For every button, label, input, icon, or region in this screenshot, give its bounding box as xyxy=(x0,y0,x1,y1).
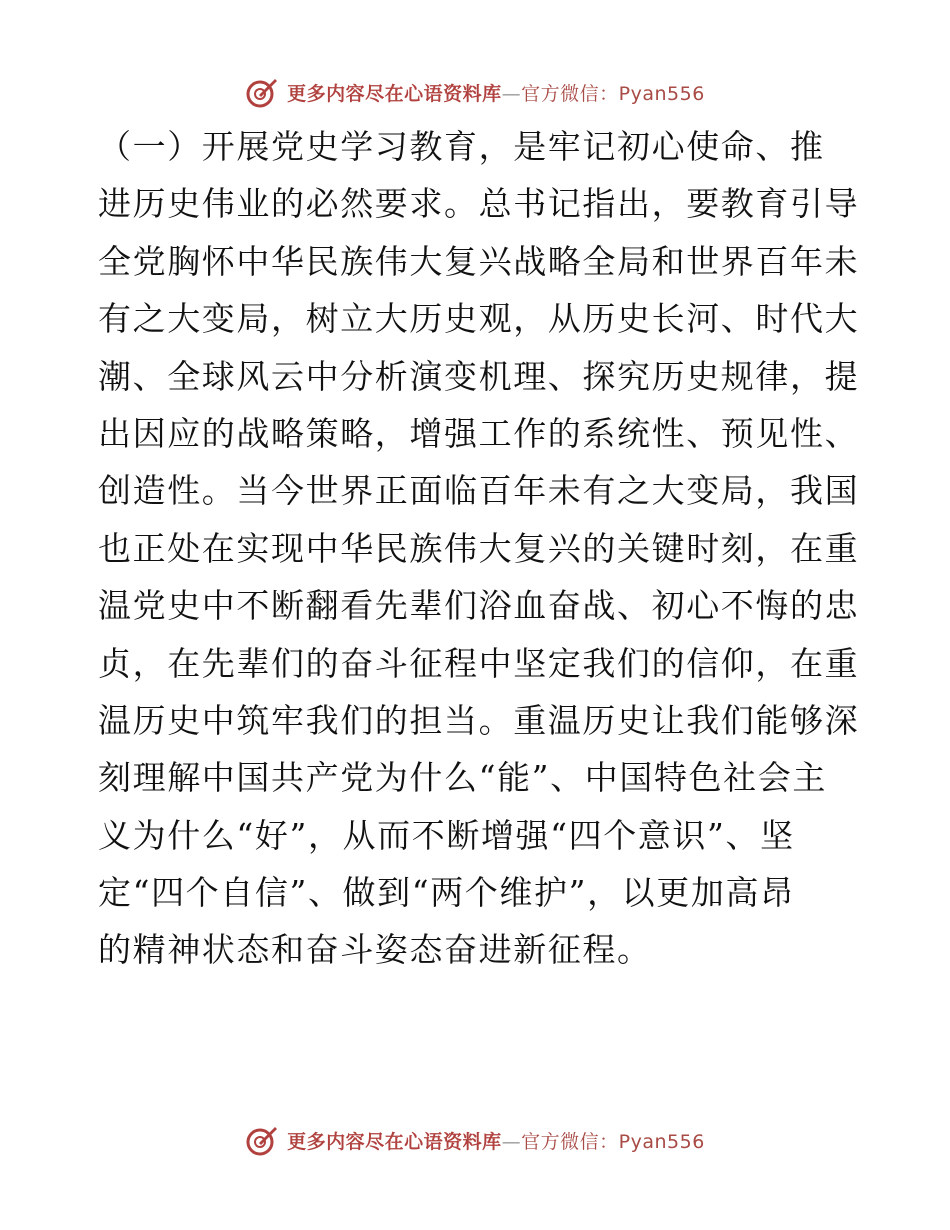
banner-contact: 官方微信：Pyan556 xyxy=(521,1130,705,1153)
document-body xyxy=(98,118,858,979)
banner-separator: — xyxy=(501,1130,522,1153)
text-line: 进历史伟业的必然要求。总书记指出，要教育引导 xyxy=(98,184,860,224)
banner-separator: — xyxy=(501,82,522,105)
text-line: 创造性。当今世界正面临百年未有之大变局，我国 xyxy=(98,471,860,511)
text-line: （一）开展党史学习教育，是牢记初心使命、推 xyxy=(98,127,825,166)
header-banner xyxy=(0,72,950,112)
banner-site-name: 更多内容尽在心语资料库 xyxy=(287,82,502,105)
text-line: 贞，在先辈们的奋斗征程中坚定我们的信仰，在重 xyxy=(98,643,860,683)
banner-contact: 官方微信：Pyan556 xyxy=(521,82,705,105)
text-line: 全党胸怀中华民族伟大复兴战略全局和世界百年未 xyxy=(98,241,860,281)
text-line: 出因应的战略策略，增强工作的系统性、预见性、 xyxy=(98,413,860,453)
text-line: 刻理解中国共产党为什么“能”、中国特色社会主 xyxy=(98,758,827,798)
text-line: 温党史中不断翻看先辈们浴血奋战、初心不悔的忠 xyxy=(98,586,860,626)
footer-banner xyxy=(0,1120,950,1160)
text-line: 潮、全球风云中分析演变机理、探究历史规律，提 xyxy=(98,356,860,396)
text-line: 有之大变局，树立大历史观，从历史长河、时代大 xyxy=(98,299,860,339)
text-line: 也正处在实现中华民族伟大复兴的关键时刻，在重 xyxy=(98,528,860,568)
pen-logo-icon xyxy=(245,75,279,109)
pen-logo-icon xyxy=(245,1123,279,1157)
text-line: 温历史中筑牢我们的担当。重温历史让我们能够深 xyxy=(98,700,860,740)
banner-text xyxy=(287,79,705,106)
text-line: 定“四个自信”、做到“两个维护”，以更加高昂 xyxy=(98,873,795,913)
text-line: 义为什么“好”，从而不断增强“四个意识”、坚 xyxy=(98,815,795,855)
banner-site-name: 更多内容尽在心语资料库 xyxy=(287,1130,502,1153)
text-line: 的精神状态和奋斗姿态奋进新征程。 xyxy=(98,930,652,970)
banner-text xyxy=(287,1127,705,1154)
